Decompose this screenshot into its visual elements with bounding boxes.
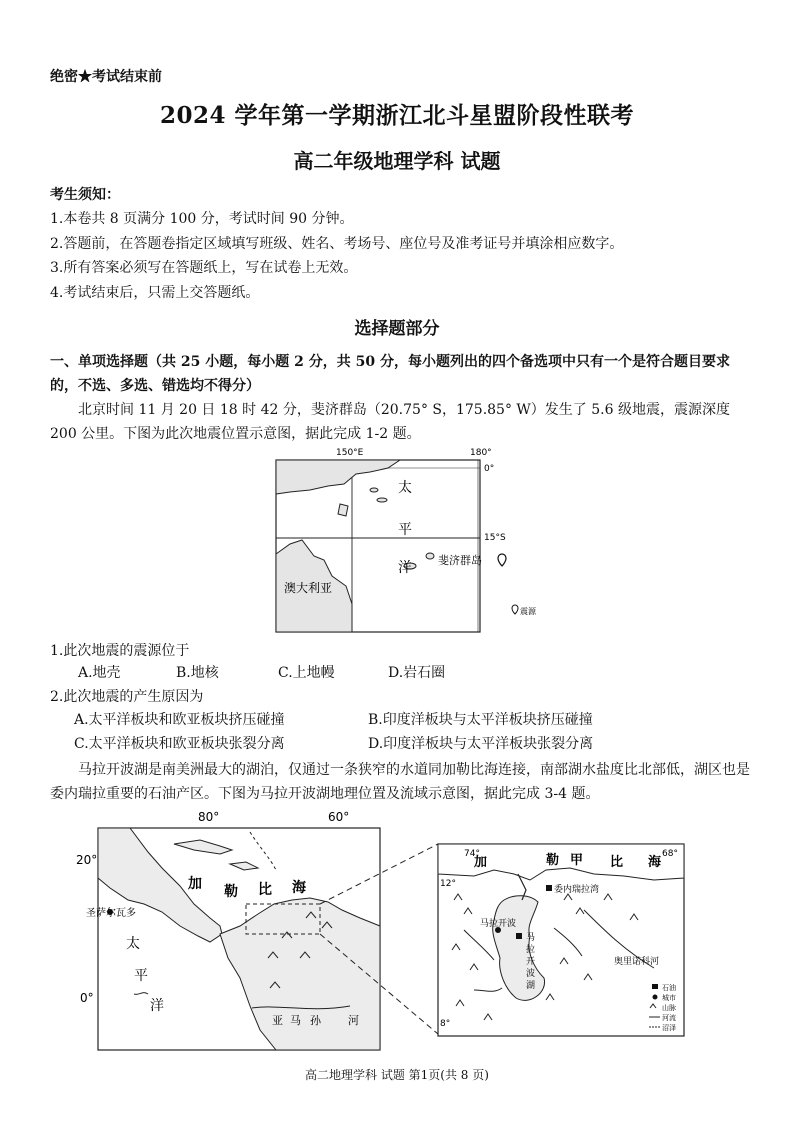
maracaibo-basin-map <box>434 840 688 1040</box>
exam-subtitle: 高二年级地理学科 试题 <box>293 149 501 173</box>
caribbean-char: 比 <box>610 855 624 870</box>
oil-marker-icon <box>516 933 522 939</box>
confidential-label: 绝密★考试结束前 <box>50 69 162 85</box>
lon-180-label: 180° <box>470 448 492 458</box>
lon-60-label: 60° <box>328 810 350 824</box>
australia-label: 澳大利亚 <box>284 581 333 595</box>
caribbean-char: 比 <box>258 882 272 898</box>
legend-epicenter-icon <box>512 605 518 614</box>
question-2-option-a[interactable]: A.太平洋板块和欧亚板块挤压碰撞 <box>74 712 285 728</box>
amazon-char: 亚 <box>272 1014 283 1027</box>
lat-15-label: 15°S <box>484 533 506 543</box>
fiji-earthquake-map <box>270 444 536 636</box>
notice-item: 3.所有答案必须写在答题纸上，写在试卷上无效。 <box>50 260 358 276</box>
legend-city-label: 城市 <box>662 994 676 1002</box>
question-2-option-c[interactable]: C.太平洋板块和欧亚板块张裂分离 <box>74 736 285 752</box>
san-salvador-label: 圣萨尔瓦多 <box>86 908 136 919</box>
question-2-option-b[interactable]: B.印度洋板块与太平洋板块挤压碰撞 <box>368 712 593 728</box>
legend-oil-icon <box>652 984 658 989</box>
oil-marker-icon <box>546 885 552 891</box>
amazon-char: 河 <box>348 1014 359 1027</box>
question-1-stem: 1.此次地震的震源位于 <box>50 643 190 659</box>
notice-heading: 考生须知： <box>50 187 120 203</box>
ocean-char: 洋 <box>398 560 412 576</box>
legend-swamp-label: 沼泽 <box>662 1024 676 1032</box>
lake-char: 开 <box>526 957 536 967</box>
lat-0-label: 0° <box>80 991 94 1005</box>
orinoco-label: 奥里诺科河 <box>614 957 660 967</box>
notice-item: 1.本卷共 8 页满分 100 分，考试时间 90 分钟。 <box>50 211 354 227</box>
caribbean-char: 海 <box>292 880 306 896</box>
legend-river-label: 河流 <box>662 1014 676 1022</box>
question-1-option-a[interactable]: A.地壳 <box>78 665 121 681</box>
lake-char: 马 <box>526 933 536 943</box>
zoom-connector <box>318 840 440 1040</box>
pacific-char: 平 <box>134 968 148 984</box>
legend-mountain-label: 山脉 <box>662 1004 676 1012</box>
amazon-char: 马 <box>290 1014 301 1027</box>
question-2-option-d[interactable]: D.印度洋板块与太平洋板块张裂分离 <box>368 736 594 752</box>
lon-80-label: 80° <box>198 810 220 824</box>
lon-150-label: 150°E <box>336 448 364 458</box>
caribbean-char: 加 <box>474 855 488 870</box>
maracaibo-city-label: 马拉开波 <box>480 919 517 929</box>
notice-item: 2.答题前，在答题卷指定区域填写班级、姓名、考场号、座位号及准考证号并填涂相应数字。 <box>50 236 624 252</box>
caribbean-char: 海 <box>648 855 662 870</box>
caribbean-char: 勒 <box>546 853 560 868</box>
page-footer: 高二地理学科 试题 第1页(共 8 页) <box>305 1068 489 1082</box>
legend-oil-label: 石油 <box>662 984 676 992</box>
legend-epicenter-label: 震源 <box>520 607 536 616</box>
ocean-char: 太 <box>398 480 412 496</box>
passage-1: 北京时间 11 月 20 日 18 时 42 分，斐济群岛（20.75° S，175.85° W）发生了 5.6 级地震，震源深度 200 公里。下图为此次地震位置示意图，据此完成 1-2 题。 <box>50 402 730 442</box>
question-1-option-b[interactable]: B.地核 <box>176 665 219 681</box>
question-1-option-d[interactable]: D.岩石圈 <box>388 665 446 681</box>
lon-74-label: 74° <box>464 849 480 859</box>
amazon-char: 孙 <box>310 1014 321 1027</box>
legend-city-icon <box>653 995 658 1000</box>
lake-char: 湖 <box>526 981 536 991</box>
lat-0-label: 0° <box>484 464 495 474</box>
lat-12-label: 12° <box>440 879 456 889</box>
question-2-stem: 2.此次地震的产生原因为 <box>50 689 204 705</box>
question-type-instructions: 一、单项选择题（共 25 小题，每小题 2 分，共 50 分，每小题列出的四个备选项中只有一个是符合题目要求的，不选、多选、错选均不得分） <box>50 354 730 394</box>
epicenter-marker-icon <box>498 554 506 566</box>
lake-char: 拉 <box>526 945 536 955</box>
passage-2: 马拉开波湖是南美洲最大的湖泊，仅通过一条狭窄的水道同加勒比海连接，南部湖水盐度比北部低，湖区也是委内瑞拉重要的石油产区。下图为马拉开波湖地理位置及流域示意图，据此完成 3-4 题。 <box>50 762 750 802</box>
pacific-char: 洋 <box>150 998 164 1014</box>
caribbean-char: 甲 <box>570 853 584 868</box>
caribbean-char: 加 <box>188 876 202 892</box>
lat-8-label: 8° <box>440 1019 451 1029</box>
question-1-option-c[interactable]: C.上地幔 <box>278 665 335 681</box>
notice-item: 4.考试结束后，只需上交答题纸。 <box>50 285 260 301</box>
pacific-char: 太 <box>126 936 140 952</box>
exam-title: 2024 学年第一学期浙江北斗星盟阶段性联考 <box>159 102 635 129</box>
gulf-label: 委内瑞拉湾 <box>554 885 600 895</box>
lon-68-label: 68° <box>662 849 678 859</box>
lat-20-label: 20° <box>76 853 98 867</box>
fiji-label: 斐济群岛 <box>438 554 482 567</box>
lake-char: 波 <box>526 969 536 979</box>
ocean-char: 平 <box>398 522 412 538</box>
section-title: 选择题部分 <box>354 319 440 339</box>
caribbean-char: 勒 <box>224 884 238 900</box>
